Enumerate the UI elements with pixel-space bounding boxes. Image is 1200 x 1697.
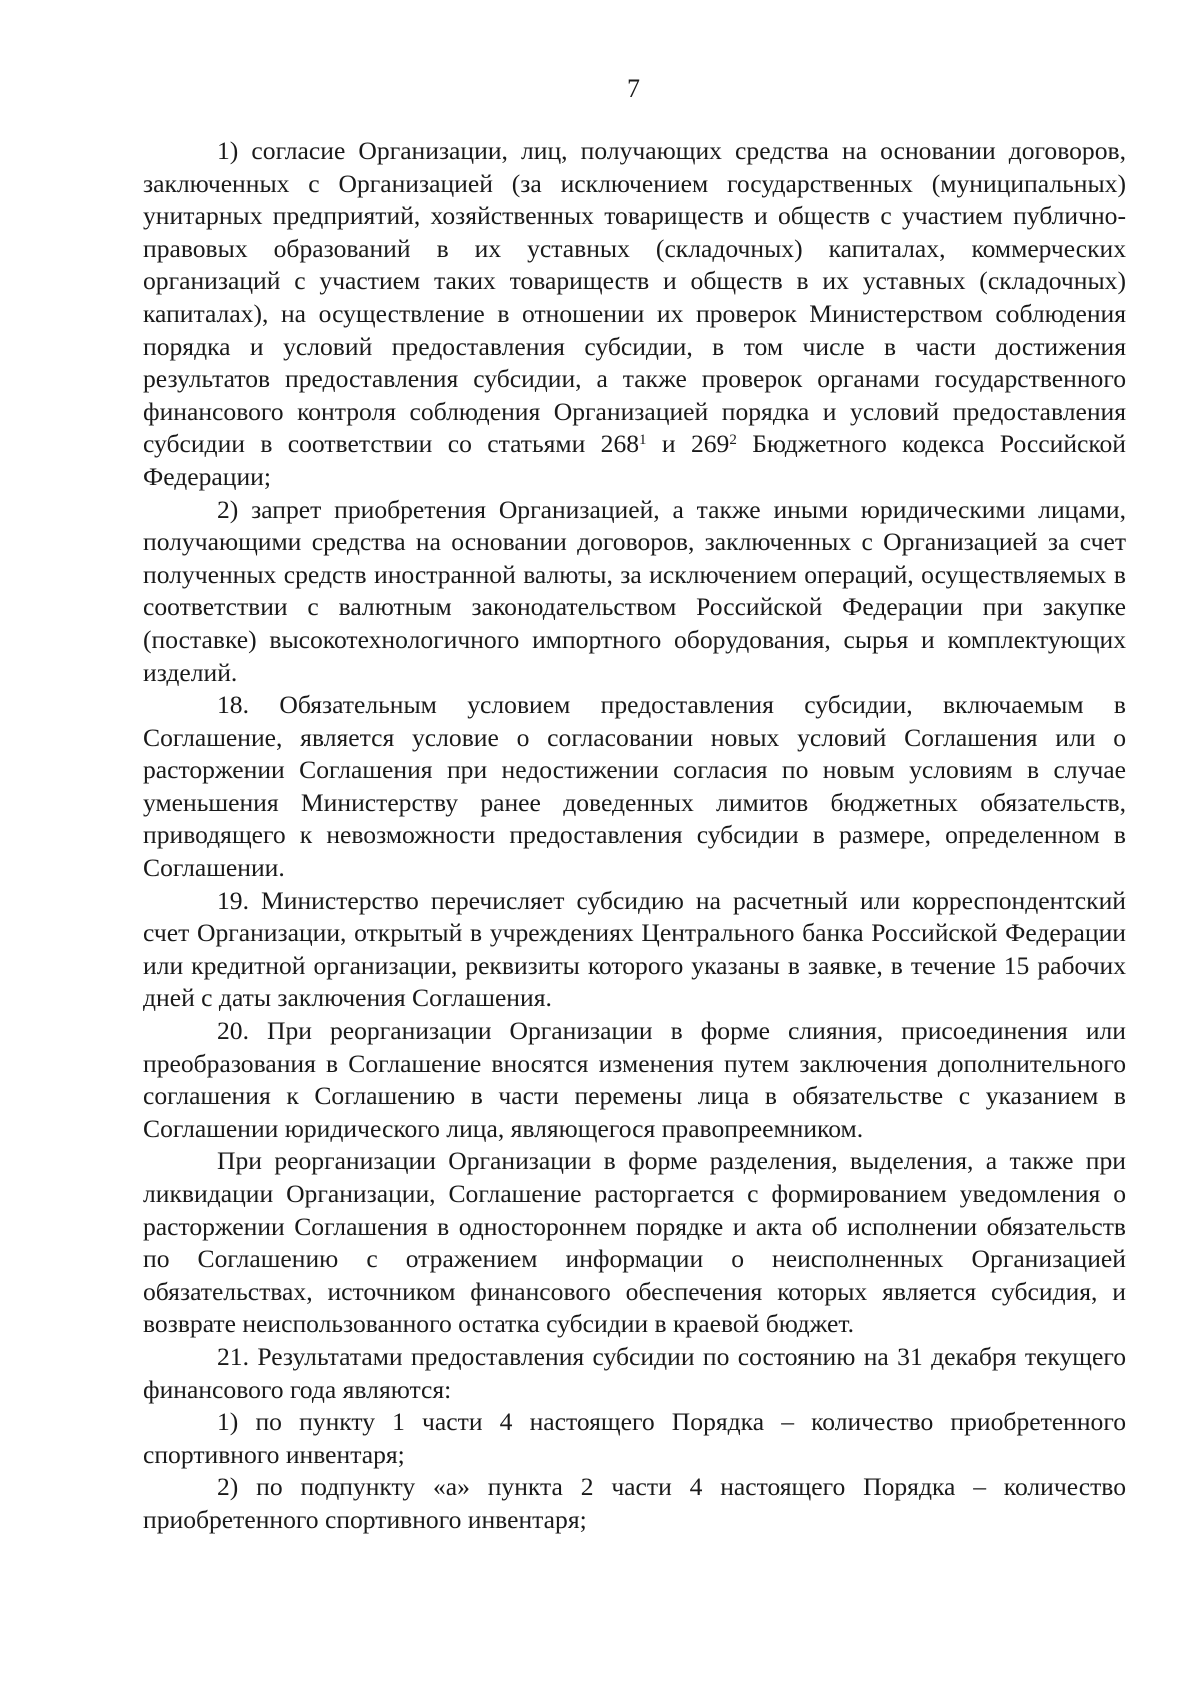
paragraph-text: При реорганизации Организации в форме разделения, выделения, а также при ликвидации Организации, Соглашение расторгается с формированием уведомления о расторжении Соглашения в одностороннем порядке и акта об исполнении обязательств по Соглашению с отражением информации о неисполненных Организацией обязательствах, источником финансового обеспечения которых является субсидия, и возврате неиспользованного остатка субсидии в краевой бюджет. [143, 1146, 1126, 1339]
paragraph-text: 18. Обязательным условием предоставления субсидии, включаемым в Соглашение, является условие о согласовании новых условий Соглашения или о расторжении Соглашения при недостижении согласия по новым условиям в случае уменьшения Министерству ранее доведенных лимитов бюджетных обязательств, приводящего к невозможности предоставления субсидии в размере, определенном в Соглашении. [143, 690, 1126, 883]
paragraph-item-2-prohibition [143, 494, 1126, 690]
paragraph-clause-21 [143, 1341, 1126, 1406]
paragraph-result-item-1 [143, 1406, 1126, 1471]
paragraph-clause-19 [143, 885, 1126, 1015]
paragraph-text: 2) по подпункту «а» пункта 2 части 4 настоящего Порядка – количество приобретенного спортивного инвентаря; [143, 1472, 1126, 1534]
paragraph-text: 21. Результатами предоставления субсидии по состоянию на 31 декабря текущего финансового года являются: [143, 1341, 1126, 1404]
paragraph-clause-20 [143, 1015, 1126, 1145]
paragraph-clause-20-continued [143, 1145, 1126, 1341]
paragraph-text: 19. Министерство перечисляет субсидию на расчетный или корреспондентский счет Организации, открытый в учреждениях Центрального банка Российской Федерации или кредитной организации, реквизиты которого указаны в заявке, в течение 15 рабочих дней с даты заключения Соглашения. [143, 885, 1126, 1013]
page-number: 7 [627, 74, 640, 103]
superscript: 2 [729, 432, 737, 449]
paragraph-clause-18 [143, 689, 1126, 885]
superscript: 1 [639, 432, 647, 449]
paragraph-text: 20. При реорганизации Организации в форме слияния, присоединения или преобразования в Соглашение вносятся изменения путем заключения дополнительного соглашения к Соглашению в части перемены лица в обязательстве с указанием в Соглашении юридического лица, являющегося правопреемником. [143, 1016, 1126, 1143]
paragraph-text: и 269 [646, 429, 730, 459]
paragraph-item-1-consent [143, 135, 1126, 494]
paragraph-text: 1) согласие Организации, лиц, получающих средства на основании договоров, заключенных с Организацией (за исключением государственных (муниципальных) унитарных предприятий, хозяйственных товариществ и обществ с участием публично-правовых образований в их уставных (складочных) капиталах, коммерческих организаций с участием таких товариществ и обществ в их уставных (складочных) капиталах), на осуществление в отношении их проверок Министерством соблюдения порядка и условий предоставления субсидии, в том числе в части достижения результатов предоставления субсидии, а также проверок органами государственного финансового контроля соблюдения Организацией порядка и условий предоставления субсидии в соответствии со статьями 268 [143, 136, 1126, 459]
paragraph-text: 1) по пункту 1 части 4 настоящего Порядка – количество приобретенного спортивного инвентаря; [143, 1407, 1126, 1469]
paragraph-text: 2) запрет приобретения Организацией, а также иными юридическими лицами, получающими средства на основании договоров, заключенных с Организацией за счет полученных средств иностранной валюты, за исключением операций, осуществляемых в соответствии с валютным законодательством Российской Федерации при закупке (поставке) высокотехнологичного импортного оборудования, сырья и комплектующих изделий. [143, 494, 1126, 687]
document-body [143, 135, 1126, 1537]
paragraph-result-item-2 [143, 1471, 1126, 1536]
paragraph-text: Бюджетного кодекса Российской Федерации; [143, 429, 1127, 491]
